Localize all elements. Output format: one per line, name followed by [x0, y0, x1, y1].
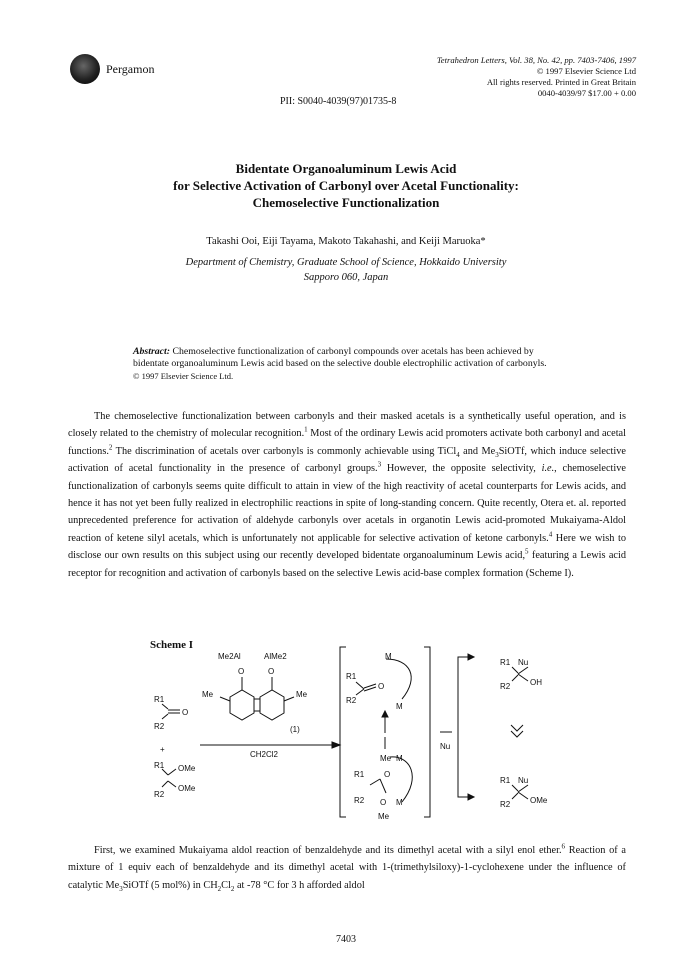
- scheme-oh: OH: [530, 678, 542, 687]
- scheme-r2: R2: [500, 800, 511, 809]
- scheme-m: M: [396, 754, 403, 763]
- subscript: 2: [217, 884, 222, 893]
- journal-info: [437, 55, 636, 99]
- body-text: featuring a Lewis acid receptor for recognition and activation of carbonyls based on the selective Lewis acid-base complex formation (Scheme I).: [68, 550, 626, 579]
- body-text: SiOTf (5 mol%) in CH: [122, 879, 218, 891]
- body-paragraph-1: [68, 408, 626, 582]
- scheme-ome: OMe: [178, 764, 196, 773]
- reference-marker: 5: [525, 547, 529, 556]
- authors: Takashi Ooi, Eiji Tayama, Makoto Takahashi, and Keiji Maruoka*: [206, 236, 486, 247]
- scheme-r1: R1: [154, 695, 165, 704]
- abstract-label: Abstract:: [133, 346, 171, 357]
- abstract-text: Chemoselective functionalization of carbonyl compounds over acetals has been achieved by bidentate organoaluminum Lewis acid based on the selective double electrophilic activation of carbonyls.: [133, 346, 547, 369]
- price-line: 0040-4039/97 $17.00 + 0.00: [537, 88, 636, 98]
- copyright-line: © 1997 Elsevier Science Ltd: [536, 66, 636, 76]
- scheme-o: O: [182, 708, 189, 717]
- scheme-r1: R1: [354, 770, 365, 779]
- reference-marker: 1: [304, 425, 308, 434]
- scheme-me: Me: [296, 690, 308, 699]
- scheme-m: M: [396, 702, 403, 711]
- title-line-1: Bidentate Organoaluminum Lewis Acid: [235, 161, 457, 176]
- scheme-r1: R1: [500, 658, 511, 667]
- publisher-logo-icon: [70, 54, 100, 84]
- body-text: However, the opposite selectivity,: [381, 463, 542, 475]
- reference-marker: 6: [561, 842, 566, 851]
- body-paragraph-2: [68, 842, 626, 894]
- scheme-plus: +: [160, 745, 165, 754]
- scheme-nu: Nu: [440, 742, 451, 751]
- scheme-label: Scheme I: [150, 639, 194, 651]
- scheme-alme2: AlMe2: [264, 652, 287, 661]
- scheme-m: M: [396, 798, 403, 807]
- scheme-o: O: [384, 770, 391, 779]
- abstract: [133, 346, 553, 383]
- affiliation-line-2: Sapporo 060, Japan: [303, 272, 389, 283]
- reference-marker: 3: [377, 460, 382, 469]
- scheme-r2: R2: [500, 682, 511, 691]
- body-text: , chemoselective functionalization of carbonyls seems quite difficult to attain in view of the high reactivity of acetal counterparts for Lewis acids, and hence it has not yet been fully realized in electrophilic reactions in spite of long-standing concern. Quite recently, Otera et. al. reported unprecedented preference for activation of aldehyde carbonyls over acetals in organotin Lewis acid-promoted Mukaiyama-Aldol reaction of ketene silyl acetals, which is unfortunately not applicable for selective activation of ketone carbonyls.: [68, 463, 626, 544]
- scheme-r1: R1: [154, 761, 165, 770]
- scheme-me2al: Me2Al: [218, 652, 241, 661]
- body-text: The chemoselective functionalization between carbonyls and their masked acetals is a synthetically useful operation, and is closely related to the chemistry of molecular recognition.: [68, 411, 626, 440]
- reference-marker: 4: [548, 530, 553, 539]
- scheme-ome: OMe: [178, 784, 196, 793]
- body-text: and Me: [459, 445, 496, 457]
- scheme-r2: R2: [154, 722, 165, 731]
- title-line-3: Chemoselective Functionalization: [252, 195, 440, 210]
- pii: PII: S0040-4039(97)01735-8: [280, 96, 397, 107]
- rights-line: All rights reserved. Printed in Great Britain: [486, 77, 636, 87]
- body-text: First, we examined Mukaiyama aldol reaction of benzaldehyde and its dimethyl acetal with a silyl enol ether.: [94, 845, 562, 856]
- scheme-nu: Nu: [518, 658, 529, 667]
- scheme-nu: Nu: [518, 776, 529, 785]
- reference-marker: 2: [108, 443, 113, 452]
- body-text: Cl: [221, 879, 231, 891]
- title-line-2: for Selective Activation of Carbonyl over Acetal Functionality:: [173, 178, 519, 193]
- scheme-m: M: [385, 652, 392, 661]
- body-text: Reaction of a mixture of 1 equiv each of benzaldehyde and its dimethyl acetal with 1-(trimethylsiloxy)-1-cyclohexene under the influence of catalytic Me: [68, 845, 627, 891]
- publisher-name: Pergamon: [106, 62, 155, 76]
- scheme-r2: R2: [354, 796, 365, 805]
- affiliation: [0, 255, 692, 285]
- body-text: SiOTf, which induce selective activation of acetal functionality in the presence of carbonyl groups.: [68, 445, 626, 475]
- scheme-r2: R2: [346, 696, 357, 705]
- scheme-o: O: [378, 682, 385, 691]
- body-text: The discrimination of acetals over carbonyls is commonly achievable using TiCl: [112, 445, 457, 457]
- scheme-o: O: [380, 798, 387, 807]
- scheme-r2: R2: [154, 790, 165, 799]
- solvent-label: CH2Cl2: [250, 750, 279, 759]
- abstract-copyright: © 1997 Elsevier Science Ltd.: [133, 371, 234, 381]
- scheme-r1: R1: [346, 672, 357, 681]
- scheme-me: Me: [380, 754, 392, 763]
- journal-citation: Tetrahedron Letters, Vol. 38, No. 42, pp. 7403-7406, 1997: [436, 55, 636, 65]
- scheme-o: O: [268, 667, 275, 676]
- body-text: Here we wish to disclose our own results on this subject using our recently developed bidentate organoaluminum Lewis acid,: [68, 532, 626, 562]
- subscript: 2: [230, 884, 235, 893]
- paper-title: [0, 160, 692, 211]
- page-number: 7403: [336, 934, 356, 945]
- subscript: 3: [495, 450, 499, 459]
- body-text: at -78 °C for 3 h afforded aldol: [234, 879, 365, 891]
- italic-text: i.e.: [541, 463, 555, 475]
- catalyst-label: (1): [290, 725, 300, 734]
- body-text: Most of the ordinary Lewis acid promoters activate both carbonyl and acetal functions.: [68, 428, 626, 457]
- scheme-ome: OMe: [530, 796, 548, 805]
- subscript: 4: [456, 450, 460, 459]
- subscript: 3: [119, 884, 123, 893]
- scheme-me: Me: [378, 812, 390, 821]
- affiliation-line-1: Department of Chemistry, Graduate School of Science, Hokkaido University: [185, 257, 507, 268]
- scheme-o: O: [238, 667, 245, 676]
- scheme-diagram: [140, 637, 600, 832]
- scheme-me: Me: [202, 690, 214, 699]
- scheme-r1: R1: [500, 776, 511, 785]
